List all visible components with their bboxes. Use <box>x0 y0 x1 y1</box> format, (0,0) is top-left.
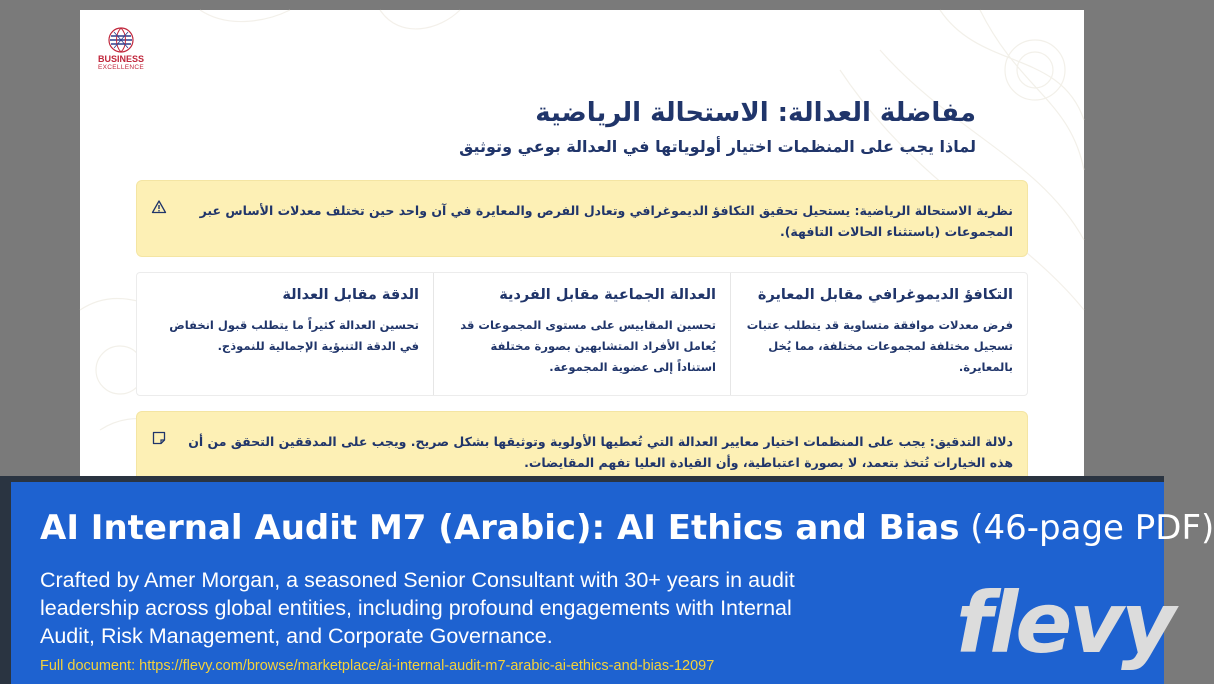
column-body: فرض معدلات موافقة متساوية قد يتطلب عتبات تسجيل مختلفة لمجموعات مختلفة، مما يُخل بالمعايرة. <box>746 318 1013 374</box>
promo-banner-panel <box>11 482 1214 684</box>
column-body: تحسين المقاييس على مستوى المجموعات قد يُعامل الأفراد المتشابهين بصورة مختلفة استناداً إلى عضوية المجموعة. <box>460 318 716 374</box>
document-title-main: AI Internal Audit M7 (Arabic): AI Ethics and Bias <box>40 508 960 548</box>
globe-logo-icon <box>106 26 136 54</box>
business-excellence-logo <box>94 26 148 76</box>
column-title: العدالة الجماعية مقابل الفردية <box>499 287 716 303</box>
page-subtitle: لماذا يجب على المنظمات اختيار أولوياتها في العدالة بوعي وتوثيق <box>459 137 976 156</box>
document-description: Crafted by Amer Morgan, a seasoned Senior Consultant with 30+ years in audit leadership across global entities, including profound engagements with Internal Audit, Risk Management, and Corporate Governance. <box>40 568 795 648</box>
column-body: تحسين العدالة كثيراً ما يتطلب قبول انخفاض في الدقة التنبؤية الإجمالية للنموذج. <box>169 318 419 353</box>
column-title: الدقة مقابل العدالة <box>282 287 419 303</box>
impossibility-note-text: نظرية الاستحالة الرياضية: يستحيل تحقيق التكافؤ الديموغرافي وتعادل الفرص والمعايرة في آن واحد حين تختلف معدلات الأساس عبر المجموعات (باستثناء الحالات التافهة). <box>199 203 1013 239</box>
impossibility-note <box>136 180 1028 257</box>
audit-implication-text: دلالة التدقيق: يجب على المنظمات اختيار معايير العدالة التي تُعطيها الأولوية وتوثيقها بشكل صريح. ويجب على المدققين التحقق من أن هذه الخيارات تُتخذ بتعمد، لا بصورة اعتباطية، وأن القيادة العليا تفهم المقايضات. <box>188 434 1013 470</box>
flevy-logo[interactable]: flevy <box>956 574 1173 672</box>
column-group-vs-individual <box>434 273 731 395</box>
column-title: التكافؤ الديموغرافي مقابل المعايرة <box>757 287 1013 303</box>
page-title: مفاضلة العدالة: الاستحالة الرياضية <box>535 98 976 128</box>
document-page-count: (46-page PDF) <box>970 508 1214 548</box>
column-accuracy-vs-fairness <box>137 273 434 395</box>
document-link[interactable]: Full document: https://flevy.com/browse/marketplace/ai-internal-audit-m7-arabic-ai-ethics-and-bias-12097 <box>40 658 715 674</box>
warning-icon <box>151 199 167 215</box>
document-slide <box>80 10 1084 490</box>
document-title <box>40 508 1214 548</box>
promo-banner <box>0 476 1214 684</box>
logo-line-1: BUSINESS <box>97 54 144 64</box>
logo-line-2: EXCELLENCE <box>98 64 144 71</box>
audit-implication-note <box>136 411 1028 481</box>
tradeoff-columns <box>136 272 1028 396</box>
column-demographic-parity <box>731 273 1027 395</box>
note-icon <box>151 430 167 446</box>
